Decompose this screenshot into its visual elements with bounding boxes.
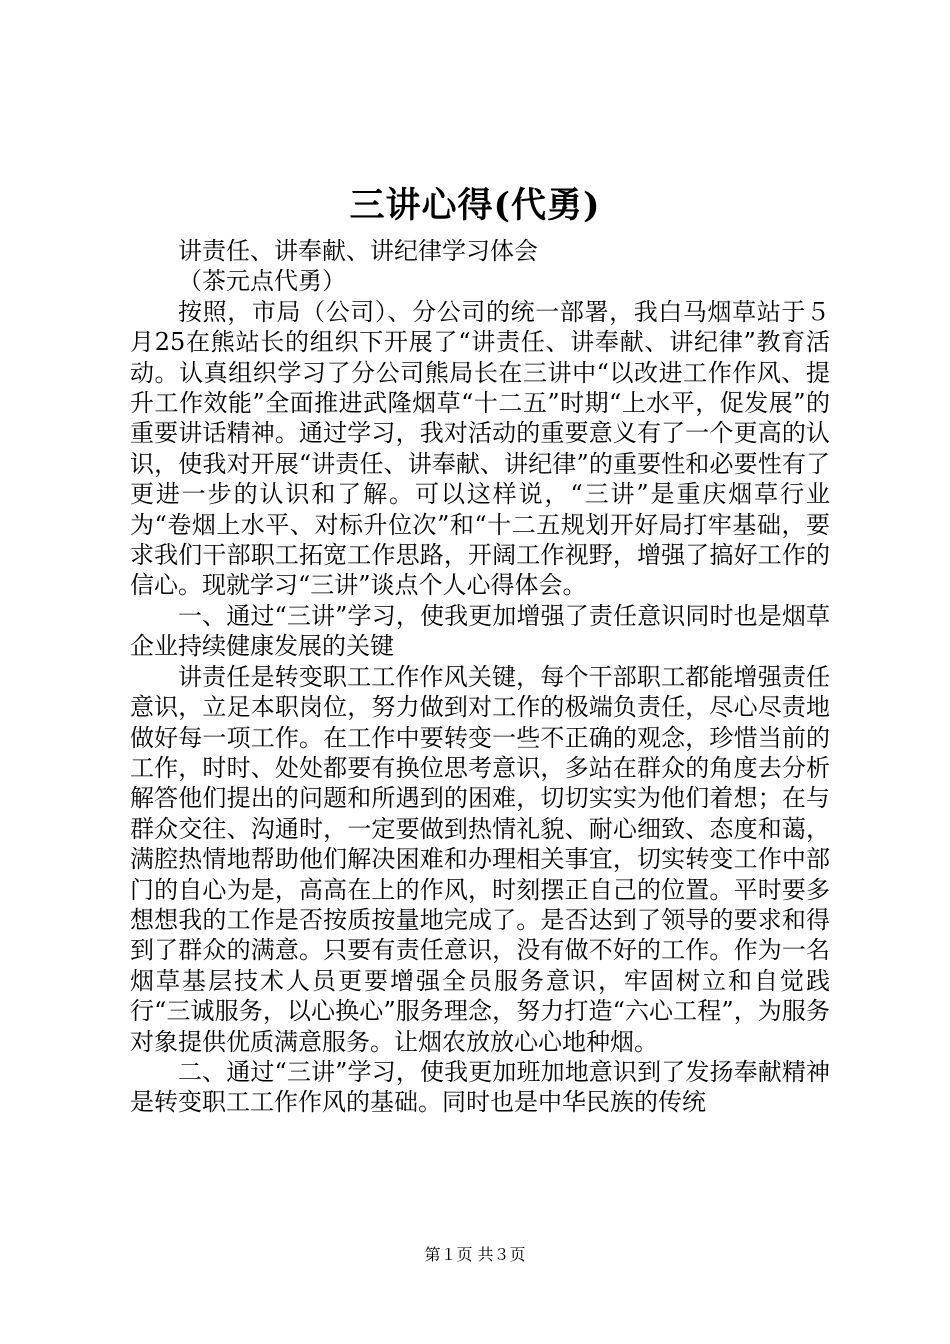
subtitle-line: 讲责任、讲奉献、讲纪律学习体会 — [178, 237, 538, 265]
paragraph-2: 讲责任是转变职工工作作风关键，每个干部职工都能增强责任意识，立足本职岗位，努力做到对工作的极端负责任，尽心尽责地做好每一项工作。在工作中要转变一些不正确的观念，珍惜当前的工作，时时、处处都要有换位思考意识，多站在群众的角度去分析解答他们提出的问题和所遇到的困难，切切实实为他们着想；在与群众交往、沟通时，一定要做到热情礼貌、耐心细致、态度和蔼，满腔热情地帮助他们解决困难和办理相关事宜，切实转变工作中部门的自心为是，高高在上的作风，时刻摆正自己的位置。平时要多想想我的工作是否按质按量地完成了。是否达到了领导的要求和得到了群众的满意。只要有责任意识，没有做不好的工作。作为一名烟草基层技术人员更要增强全员服务意识，牢固树立和自觉践行“三诚服务，以心换心”服务理念，努力打造“六心工程”，为服务对象提供优质满意服务。让烟农放放心心地种烟。 — [130, 662, 830, 1056]
section-heading-2: 二、通过“三讲”学习，使我更加班加地意识到了发扬奉献精神是转变职工工作作风的基础。同时也是中华民族的传统 — [130, 1057, 830, 1117]
author-line: （茶元点代勇） — [178, 267, 346, 296]
document-body — [130, 236, 830, 1118]
document-title: 三讲心得(代勇) — [349, 185, 601, 226]
page-number-footer: 第１页 共３页 — [424, 1245, 526, 1264]
section-heading-1: 一、通过“三讲”学习，使我更加增强了责任意识同时也是烟草企业持续健康发展的关键 — [130, 601, 830, 661]
paragraph-1: 按照，市局（公司）、分公司的统一部署，我白马烟草站于５月25在熊站长的组织下开展了“讲责任、讲奉献、讲纪律”教育活动。认真组织学习了分公司熊局长在三讲中“以改进工作作风、提升工作效能”全面推进武隆烟草“十二五”时期“上水平，促发展”的重要讲话精神。通过学习，我对活动的重要意义有了一个更高的认识，使我对开展“讲责任、讲奉献、讲纪律”的重要性和必要性有了更进一步的认识和了解。可以这样说，“三讲”是重庆烟草行业为“卷烟上水平、对标升位次”和“十二五规划开好局打牢基础，要求我们干部职工拓宽工作思路，开阔工作视野，增强了搞好工作的信心。现就学习“三讲”谈点个人心得体会。 — [130, 297, 830, 600]
